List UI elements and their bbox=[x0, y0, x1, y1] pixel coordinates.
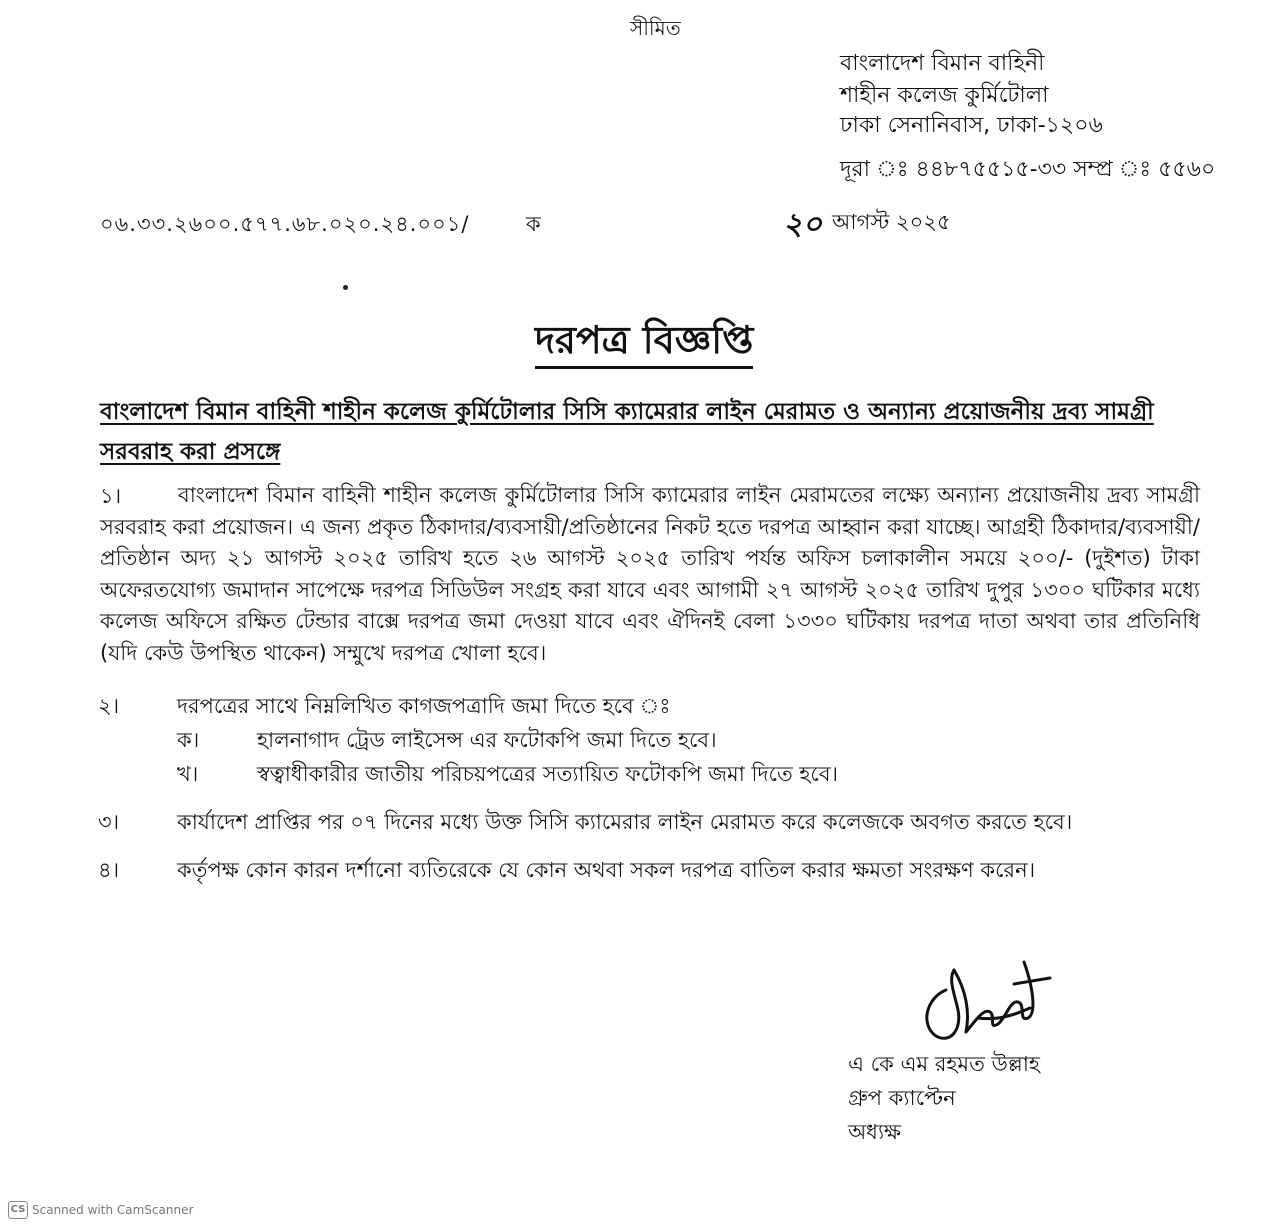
subitem-kha-number: খ। bbox=[177, 762, 199, 786]
subitem-ka-text: হালনাগাদ ট্রেড লাইসেন্স এর ফটোকপি জমা দিতে হবে। bbox=[257, 728, 717, 752]
reference-number: ০৬.৩৩.২৬০০.৫৭৭.৬৮.০২০.২৪.০০১/ bbox=[100, 212, 470, 236]
subitem-ka-number: ক। bbox=[177, 728, 200, 752]
signer-name: এ কে এম রহমত উল্লাহ bbox=[848, 1052, 1040, 1076]
camscanner-watermark bbox=[8, 1201, 193, 1219]
address-line-1: বাংলাদেশ বিমান বাহিনী bbox=[840, 51, 1045, 76]
date-day-handwritten: ২০ bbox=[783, 207, 823, 242]
camscanner-text: Scanned with CamScanner bbox=[32, 1203, 194, 1217]
scan-speck bbox=[343, 285, 348, 290]
paragraph-1-text: বাংলাদেশ বিমান বাহিনী শাহীন কলেজ কুর্মিটোলার সিসি ক্যামেরার লাইন মেরামতের লক্ষ্যে অন্যান্য প্রয়োজনীয় দ্রব্য সামগ্রী সরবরাহ করা প্রয়োজন। এ জন্য প্রকৃত ঠিকাদার/ব্যবসায়ী/প্রতিষ্ঠানের নিকট হতে দরপত্র আহ্বান করা যাচ্ছে। আগ্রহী ঠিকাদার/ব্যবসায়ী/প্রতিষ্ঠান অদ্য ২১ আগস্ট ২০২৫ তারিখ হতে ২৬ আগস্ট ২০২৫ তারিখ পর্যন্ত অফিস চলাকালীন সময়ে ২০০/- (দুইশত) টাকা অফেরতযোগ্য জমাদান সাপেক্ষে দরপত্র সিডিউল সংগ্রহ করা যাবে এবং আগামী ২৭ আগস্ট ২০২৫ তারিখ দুপুর ১৩০০ ঘটিকার মধ্যে কলেজ অফিসে রক্ষিত টেন্ডার বাক্সে দরপত্র জমা দেওয়া যাবে এবং ঐদিনই বেলা ১৩৩০ ঘটিকায় দরপত্র দাতা অথবা তার প্রতিনিধি (যদি কেউ উপস্থিত থাকেন) সম্মুখে দরপত্র খোলা হবে। bbox=[100, 483, 1200, 665]
signer-designation: অধ্যক্ষ bbox=[848, 1120, 902, 1144]
camscanner-logo-icon: CS bbox=[8, 1201, 28, 1219]
paragraph-4-number: ৪। bbox=[98, 858, 120, 882]
classification-label: সীমিত bbox=[630, 16, 681, 40]
paragraph-3-text: কার্যাদেশ প্রাপ্তির পর ০৭ দিনের মধ্যে উক্ত সিসি ক্যামেরার লাইন মেরামত করে কলেজকে অবগত করতে হবে। bbox=[177, 810, 1073, 834]
paragraph-3-number: ৩। bbox=[98, 810, 120, 834]
contact-numbers: দূরা ঃ ৪৪৮৭৫৫১৫-৩৩ সম্প্র ঃ ৫৫৬০ bbox=[840, 157, 1216, 182]
address-line-2: শাহীন কলেজ কুর্মিটোলা bbox=[840, 83, 1049, 108]
subitem-kha-text: স্বত্বাধীকারীর জাতীয় পরিচয়পত্রের সত্যায়িত ফটোকপি জমা দিতে হবে। bbox=[257, 762, 839, 786]
signer-rank: গ্রুপ ক্যাপ্টেন bbox=[848, 1086, 956, 1110]
paragraph-2-text: দরপত্রের সাথে নিম্নলিখিত কাগজপত্রাদি জমা দিতে হবে ঃ bbox=[177, 694, 671, 718]
handwritten-signature bbox=[918, 950, 1058, 1045]
address-line-3: ঢাকা সেনানিবাস, ঢাকা-১২০৬ bbox=[840, 113, 1103, 138]
paragraph-2-number: ২। bbox=[98, 694, 120, 718]
date-month-year: আগস্ট ২০২৫ bbox=[832, 210, 951, 234]
notice-subject: বাংলাদেশ বিমান বাহিনী শাহীন কলেজ কুর্মিটোলার সিসি ক্যামেরার লাইন মেরামত ও অন্যান্য প্রয়োজনীয় দ্রব্য সামগ্রী সরবরাহ করা প্রসঙ্গে bbox=[100, 399, 1154, 465]
reference-suffix: ক bbox=[526, 212, 541, 236]
paragraph-1-number: ১। bbox=[100, 484, 122, 508]
paragraph-4-text: কর্তৃপক্ষ কোন কারন দর্শানো ব্যতিরেকে যে কোন অথবা সকল দরপত্র বাতিল করার ক্ষমতা সংরক্ষণ করেন। bbox=[177, 858, 1036, 882]
notice-title: দরপত্র বিজ্ঞপ্তি bbox=[535, 318, 753, 369]
